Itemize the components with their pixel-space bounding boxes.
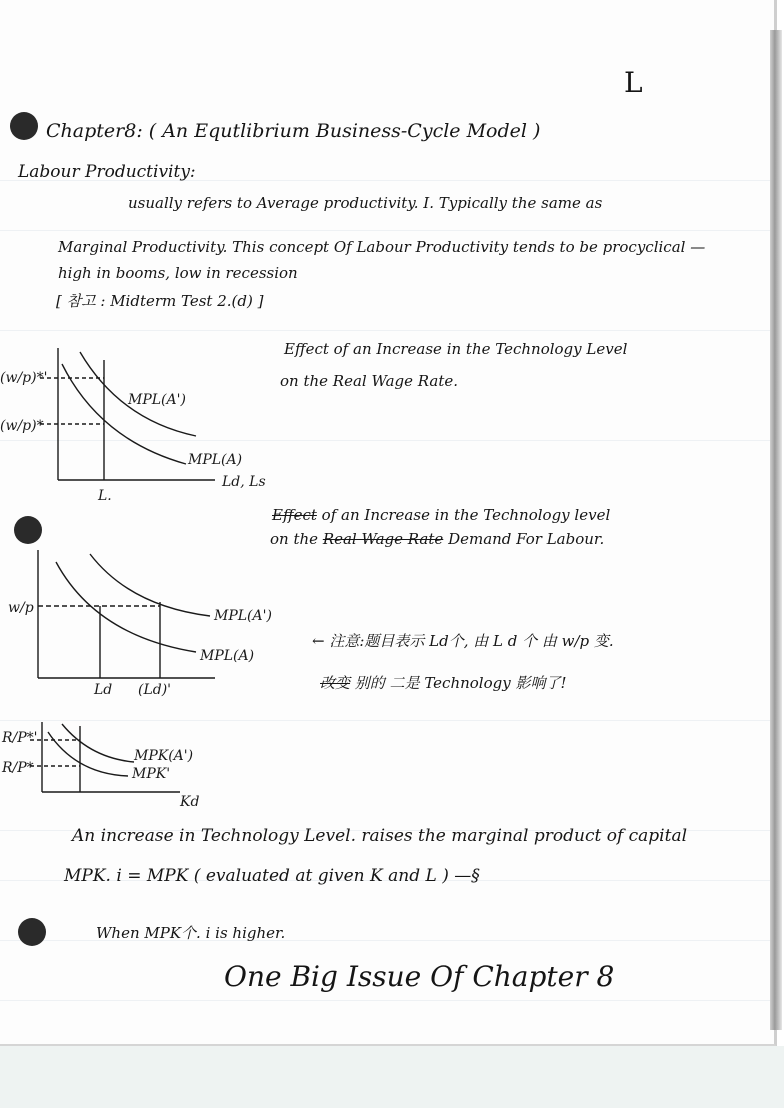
chapter-title: Chapter8: ( An Equtlibrium Business-Cycle Model ) <box>46 120 541 142</box>
ruled-line <box>0 330 774 331</box>
x-tick-label: L. <box>98 488 112 504</box>
real-wage-graph <box>0 340 300 510</box>
struck-phrase: Real Wage Rate <box>322 530 444 548</box>
mpk-a-prime-curve <box>62 724 134 762</box>
graph1-caption-line-1: Effect of an Increase in the Technology Level <box>284 340 628 358</box>
reference-note: [ 참고 : Midterm Test 2.(d) ] <box>56 292 264 310</box>
paragraph-1-line-3: high in booms, low in recession <box>58 264 298 282</box>
mpl-a-curve <box>62 364 186 464</box>
curve-label-lower: MPL(A) <box>188 452 243 468</box>
y-label-bottom: (w/p)* <box>0 418 44 434</box>
y-label-bottom: R/P* <box>2 760 34 776</box>
scan-background <box>0 1046 784 1108</box>
y-label: w/p <box>8 600 34 616</box>
caption-text: Demand For Labour. <box>448 530 605 548</box>
curve-label-upper: MPL(A') <box>128 392 186 408</box>
page-number: L <box>624 66 643 99</box>
graph2-caption-line-2 <box>270 530 604 548</box>
page-edge-shadow <box>770 30 782 1030</box>
caption-text: of an Increase in the Technology level <box>321 506 611 524</box>
mpl-a-curve <box>56 562 196 652</box>
x-tick-ld-prime: (Ld)' <box>138 682 172 698</box>
paragraph-1-line-2: Marginal Productivity. This concept Of Labour Productivity tends to be procyclical — <box>58 238 706 256</box>
korean-note-line-2 <box>320 672 567 693</box>
curve-label-upper: MPK(A') <box>134 748 194 764</box>
struck-word: Effect <box>272 506 317 524</box>
capital-graph <box>0 718 260 808</box>
curve-label-lower: MPL(A) <box>200 648 255 664</box>
ruled-line <box>0 1000 774 1001</box>
graph1-caption-line-2: on the Real Wage Rate. <box>280 372 459 390</box>
binder-hole <box>14 516 42 544</box>
binder-hole <box>10 112 38 140</box>
note-text: 别的 二是 Technology 影响了! <box>354 674 567 692</box>
paragraph-2-line-1: An increase in Technology Level. raises the marginal product of capital <box>72 826 688 846</box>
caption-text: on the <box>270 530 319 548</box>
paragraph-2-line-2: MPK. i = MPK ( evaluated at given K and L ) —§ <box>64 866 480 886</box>
paragraph-2-line-3: When MPK个. i is higher. <box>96 924 286 942</box>
binder-hole <box>18 918 46 946</box>
x-axis-label: Ld, Ls <box>222 474 266 490</box>
mpk-curve <box>48 732 128 776</box>
curve-label-upper: MPL(A') <box>214 608 272 624</box>
footer-title: One Big Issue Of Chapter 8 <box>224 960 615 993</box>
curve-label-lower: MPK' <box>132 766 171 782</box>
struck-word: 改变 <box>320 674 351 692</box>
ruled-line <box>0 230 774 231</box>
graph2-caption-line-1 <box>272 506 610 524</box>
labour-productivity-heading: Labour Productivity: <box>18 162 196 182</box>
mpl-a-prime-curve <box>90 554 210 616</box>
y-label-top: R/P*' <box>2 730 38 746</box>
y-label-top: (w/p)*' <box>0 370 48 386</box>
labour-demand-graph <box>0 544 300 704</box>
x-axis-label: Kd <box>180 794 200 810</box>
paragraph-1-line-1: usually refers to Average productivity. I. Typically the same as <box>128 194 603 212</box>
x-tick-ld: Ld <box>94 682 113 698</box>
korean-note-line-1: ← 注意:题目表示 Ld个, 由 L d 个 由 w/p 变. <box>312 632 614 650</box>
